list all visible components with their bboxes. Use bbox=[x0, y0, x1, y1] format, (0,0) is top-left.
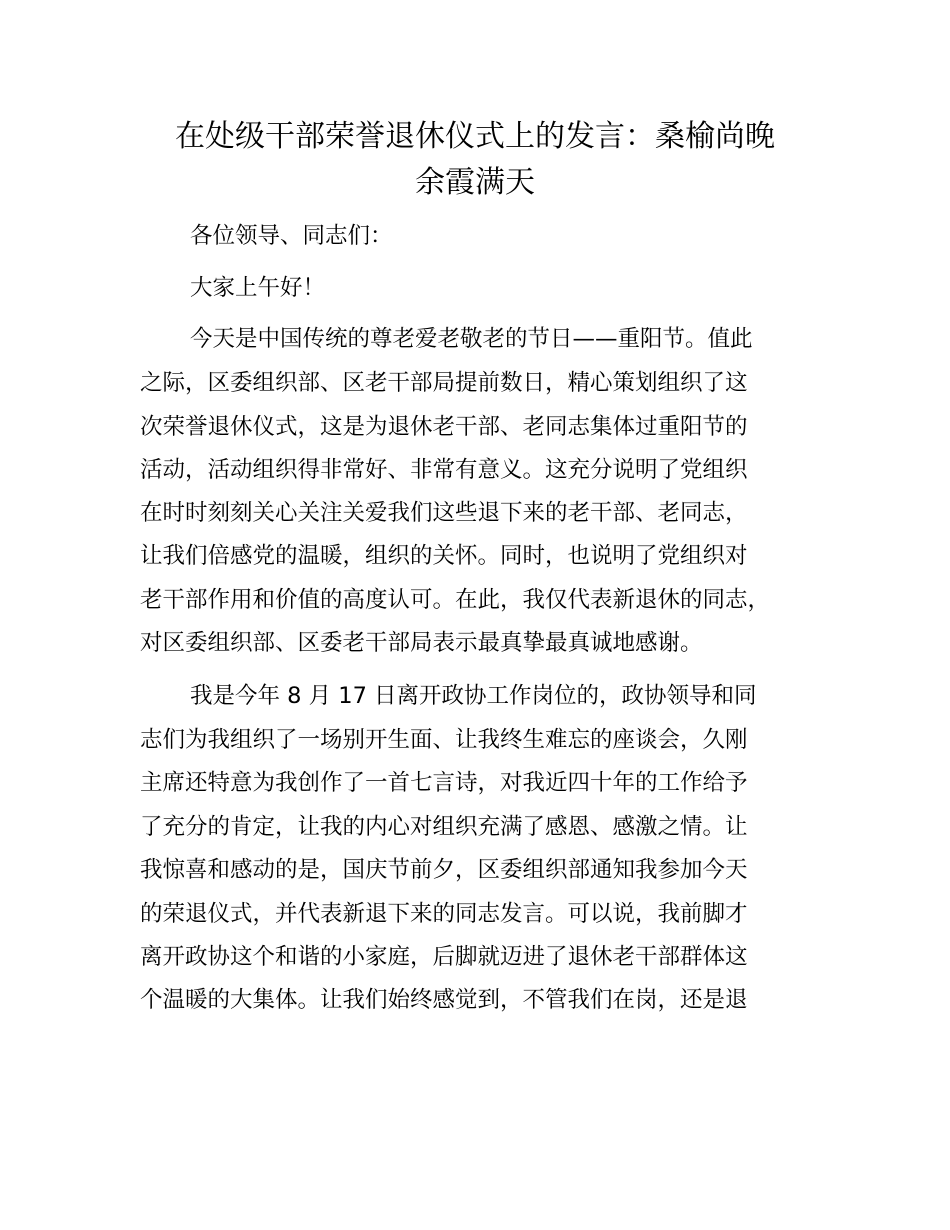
paragraph-2-line: 我惊喜和感动的是，国庆节前夕，区委组织部通知我参加今天 bbox=[140, 857, 748, 883]
paragraph-1-line: 在时时刻刻关心关注关爱我们这些退下来的老干部、老同志， bbox=[140, 500, 748, 526]
paragraph-2-line: 离开政协这个和谐的小家庭，后脚就迈进了退休老干部群体这 bbox=[140, 944, 748, 970]
paragraph-1-line: 让我们倍感党的温暖，组织的关怀。同时，也说明了党组织对 bbox=[140, 543, 748, 569]
document-title bbox=[140, 114, 810, 206]
paragraph-1-line: 活动，活动组织得非常好、非常有意义。这充分说明了党组织 bbox=[140, 457, 748, 483]
paragraph-1-line: 老干部作用和价值的高度认可。在此，我仅代表新退休的同志， bbox=[140, 587, 771, 613]
paragraph-1-line: 对区委组织部、区委老干部局表示最真挚最真诚地感谢。 bbox=[140, 630, 703, 656]
salutation: 各位领导、同志们： bbox=[190, 223, 393, 249]
paragraph-2-line: 主席还特意为我创作了一首七言诗，对我近四十年的工作给予 bbox=[140, 770, 748, 796]
greeting: 大家上午好！ bbox=[190, 275, 326, 301]
paragraph-2-line: 个温暖的大集体。让我们始终感觉到，不管我们在岗，还是退 bbox=[140, 987, 748, 1013]
paragraph-1-line: 之际，区委组织部、区老干部局提前数日，精心策划组织了这 bbox=[140, 370, 748, 396]
paragraph-2-line: 志们为我组织了一场别开生面、让我终生难忘的座谈会，久刚 bbox=[140, 727, 748, 753]
paragraph-1-line: 次荣誉退休仪式，这是为退休老干部、老同志集体过重阳节的 bbox=[140, 414, 748, 440]
paragraph-2-line: 我是今年 8 月 17 日离开政协工作岗位的，政协领导和同 bbox=[190, 683, 757, 709]
paragraph-2-line: 了充分的肯定，让我的内心对组织充满了感恩、感激之情。让 bbox=[140, 814, 748, 840]
title-line: 在处级干部荣誉退休仪式上的发言：桑榆尚晚 bbox=[175, 119, 775, 154]
paragraph-2-line: 的荣退仪式，并代表新退下来的同志发言。可以说，我前脚才 bbox=[140, 901, 748, 927]
paragraph-1-line: 今天是中国传统的尊老爱老敬老的节日——重阳节。值此 bbox=[190, 326, 753, 352]
title-line: 余霞满天 bbox=[415, 165, 535, 200]
